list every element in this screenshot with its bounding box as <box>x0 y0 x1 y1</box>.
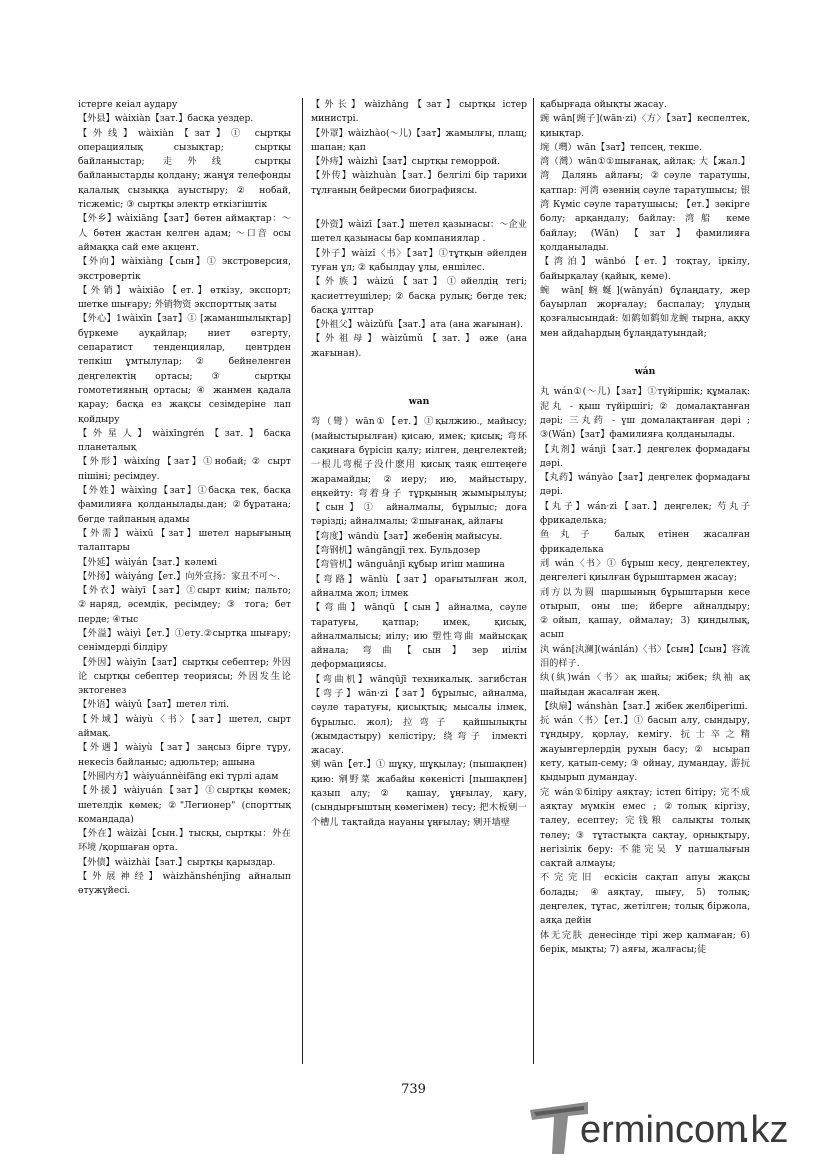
page-number: 739 <box>401 1082 426 1097</box>
dictionary-entry: 刓方以为圆 шаршының бұрыштарын кесе отырып, оны ше; йберге айналдыру; ②ойып, қашау, оймалау; 3) қиндылық, асып <box>540 586 750 641</box>
dictionary-entry: 【纨扇】wánshàn【зат.】жібек желбірегіші. <box>540 700 748 712</box>
dictionary-entry: 【外衣】wàiyī【зат】①сырт киім; пальто; ②наряд, әсемдік, ресімдеу; ③ тога; бет перде; ④тыс <box>78 585 291 625</box>
section-heading: wan <box>408 396 430 408</box>
dictionary-entry: 纨(紈)wán〈书〉ақ шайы; жібек; 纨袖 ақ шайыдан жасалған жең. <box>540 672 750 698</box>
dictionary-entry: 【外祖父】wàizǔfù【зат.】ата (ана жағынан). <box>311 319 523 331</box>
dictionary-entry: 【外星人】wàixīngrén【зат.】басқа планеталық <box>78 427 291 454</box>
dictionary-entry: 【外线】wàixiàn【зат】① сыртқы операциялық сызықтар; сыртқы байланыстар; 走外线 сыртқы байланыстарды қолдану; жанұя телефонды қалалық сызыққа ауыстыру; ② нобай, тісжеміс; ③ сыртқы электр өткізгіштік <box>78 127 291 211</box>
dictionary-column-1 <box>78 98 291 899</box>
dictionary-entry: 不完完旧 ескісін сақтап апуы жақсы болады; ④аяқтау, шығу, 5) толық; деңгелек, тұтас, жетілген; толық біржола, аяқа дейін <box>540 872 750 927</box>
dictionary-entry: 【外传】wàizhuàn【зат.】белгілі бір тарихи тұлғаның бейресми биографиясы. <box>311 170 527 196</box>
dictionary-entry: 【外展神经】wàizhǎnshénjīng айналып өтужүйесі. <box>78 871 291 897</box>
dictionary-entry: 【外县】wàixiàn【зат.】басқа уездер. <box>78 113 254 125</box>
dictionary-entry: 【丸药】wányào【зат】деңгелек формадағы дәрі. <box>540 472 750 498</box>
dictionary-entry: 【外姓】wàixìng【зат】①басқа тек, басқа фамилияға қолданылады.дан; ②бұратана; бөгде тайпаның адамы <box>78 485 291 525</box>
dictionary-entry: 丸 wán①(～儿)【зат】①түйіршік; құмалақ: 泥丸 - қыш түйіршігі; ② домалақтанған дәрі; 三丸药 - үш домалақтанған дәрі ; ③(Wán)【зат】фамилияға қолданылады. <box>540 386 750 441</box>
dictionary-column-3 <box>540 98 750 957</box>
dictionary-entry: 【外资】wàizī【зат.】шетел қазынасы：～企业 шетел қазынасы бар компаниялар . <box>311 219 527 245</box>
dictionary-entry: 【外罩】wàizhào(～儿)【зат】жамылғы, плащ; шапан; қап <box>311 127 527 153</box>
dictionary-entry: 鱼丸子 балық етінен жасалған фрикаделька <box>540 529 750 555</box>
column-divider <box>302 98 303 1064</box>
dictionary-entry: 【外因】wàiyīn【зат】сыртқы себептер; 外因论 сыртқы себептер теориясы; 外因发生论 эктогенез <box>78 656 291 697</box>
dictionary-entry: 剜 wān【ет.】① шұқу, шұқылау; (пышақпен) қию: 剜野菜 жабайы көкеністі [пышақпен] қазып алу; ② қашау, ұңғылау, қағу, (сындырғыштың көмегімен) тесу; 把木板剜一个槽儿 тақтайда науаны ұңғылау; 剜开墙壁 <box>311 759 527 828</box>
dictionary-entry: 【外延】wàiyán【зат.】кәлемі <box>78 556 218 568</box>
dictionary-entry: 弯（彎）wān①【ет.】①қылжию., майысу; (майыстырылған) қисаю, имек; қисық; 弯环 сақинаға бүрісіп қалу; иілген, деңгелектей; 一根儿弯棍子没什麽用 қисық таяқ ештеңеге жарамайды; ②иеру; ию, майыстыру, еңкейту: 弯着身子 тұрқының жымырылуы; 【сын】① айналмалы, бұрылыс; доға тәрізді; айналмалы; ②шығанақ, айлағы <box>311 416 527 528</box>
logo-text-main: ermincom <box>580 1109 747 1151</box>
dictionary-entry: 【弯度】wāndù【зат】жебенің майысуы. <box>311 530 503 542</box>
dictionary-entry: істерге кеіал аудару <box>78 99 178 110</box>
dictionary-entry: 【外需】wàixū【зат】шетел нарығының талаптары <box>78 527 291 554</box>
dictionary-entry: 【湾泊】wānbó【ет.】тоқтау, іркілу, байырқалау (қайық, кеме). <box>540 256 750 282</box>
dictionary-entry: 【外销】wàixiāo【ет.】өткізу, экспорт; шетке шығару; 外销物资 экспорттық заты <box>78 284 291 311</box>
dictionary-entry: 【丸子】wán·zi【зат.】деңгелек; 芍丸子 фрикаделька; <box>540 500 750 527</box>
dictionary-entry: 抏 wán〈书〉【ет.】① басып алу, сындыру, тұндыру, қорлау, кемігу. 抏士卒之精 жауынгерлердің рухын басу; ② ысырап кету, қатып-сему; ③ ойнау, думандау, 游抏 қыдырып думандау. <box>540 715 750 784</box>
dictionary-entry: 【外向】wàixiàng【сын】① экстроверсия, экстровертік <box>78 256 291 282</box>
dictionary-entry: 【外域】wàiyù〈书〉【зат】шетел, сырт аймақ. <box>78 713 291 740</box>
dictionary-entry: 【弯曲】wānqū【сын】айналма, сәуле таратуғы, қатпар; имек, қисық, айналмалысы; иілу; ию 塑性弯曲 майысқақ айнала; 弯曲【сын】зер иілім деформациясы. <box>311 602 527 671</box>
dictionary-entry: 汍 wán[汍澜](wánlán)〈书〉【сын】【сын】容流泪的样子. <box>540 643 750 669</box>
dictionary-entry: 【外在】wàizài【сын.】тысқы, сыртқы：外在环境 /қоршаған орта. <box>78 828 291 854</box>
dictionary-entry: 【外债】wàizhài【зат.】сыртқы қарыздар. <box>78 856 276 868</box>
dictionary-entry: 【外语】wàiyǔ【зат】шетел тілі. <box>78 699 230 711</box>
dictionary-entry: 【外圆内方】wàiyuánnèifāng екі түрлі адам <box>78 770 279 782</box>
dictionary-entry: 【丸剂】wánjì【зат.】деңгелек формадағы дәрі. <box>540 443 750 469</box>
section-heading: wán <box>634 366 656 378</box>
termincom-watermark-logo <box>528 1096 813 1158</box>
dictionary-entry: 【外长】wàizhǎng【зат】сыртқы істер министрі. <box>311 99 527 125</box>
dictionary-entry: 【外心】1wàixīn【зат】① [жаманшылықтар] бүркеме ауқайлар; ниет өзгерту, сепаратист тенденциялар, центрден тепкіш ұмтылулар; ② бейнеленген деңгелектің ортасы; ③ сыртқы гомотетияның ортасы; ④ жанмен қадала қарау; басқа ез жақсы сезімдеріне лап қойдыру <box>78 313 291 425</box>
dictionary-entry: 【弯管机】wānguǎnjī құбыр игіш машина <box>311 559 505 571</box>
dictionary-entry: 蜿 wān[蜿蜒](wānyán) бұлаңдату, жер бауырлап жорғалау; баспалау; ұлудың қозғалысындай: 如鹤如鹤如龙蜿 тырна, аққу мен айдаһардың бұлаңдатуындай; <box>540 284 750 339</box>
dictionary-entry: 【外扬】wàiyáng【ет.】向外宣扬：家丑不可～. <box>78 570 281 582</box>
dictionary-entry: 【外族】wàizú【зат】①әйелдің тегі; қасиеттеушілер; ② басқа рулық; бөгде тек; басқа ұлттар <box>311 276 527 316</box>
dictionary-entry: 埦（壪）wān【зат】тепсең, текше. <box>540 141 703 153</box>
dictionary-entry: 湾（灣）wān①①шығанақ, айлақ: 大【жал.】湾 Далянь айлағы; ②сәуле таратушы, қатпар: 河湾 өзеннің сәуле таратушысы; 银湾 Күміс сәуле таратушысы; 【ет.】зәкірге болу; арқандалу; байлау: 湾船 кеме байлау; (Wān)【зат】фамилияға қолданылады. <box>540 156 750 253</box>
dictionary-entry: 体无完肤 денесінде тірі жер қалмаған; 6) берік, мықты; 7) аяғы, жалғасы;徒 <box>540 929 750 955</box>
dictionary-column-2 <box>311 98 527 830</box>
dictionary-entry: 【外溢】wàiyì【ет.】①ету.②сыртқа шығару; сенімдерді білдіру <box>78 627 291 654</box>
dictionary-entry: 【外祖母】wàizǔmǔ【зат.】әже (ана жағынан). <box>311 333 527 359</box>
dictionary-entry: 【弯曲机】wānqūjī техникалық. загибстан 【弯子】wān·zi【зат】бұрылыс, айналма, сәуле таратуғы, қисықтық; мысалы ілмек, бұрылыс. жол); 拉弯子 қайшылықты (жымдастыру) келістіру; 绕弯子 ілмекті жасау. <box>311 673 527 757</box>
dictionary-entry: 【外形】wàixíng【зат】①нобай; ② сырт пішіні; ресімдеу. <box>78 456 291 482</box>
dictionary-entry: 豌 wān[豌子](wān·zi)〈方〉【зат】кеспелтек, қиықтар. <box>540 113 750 139</box>
dictionary-entry: 完 wán①біліру аяқтау; істеп бітіру; 完不成 аяқтау мүмкін емес ; ②толық кіргізу, талеу, есептеу; 完钱粮 салықты толық төлеу; ③ тұтастықта сақтау, орнықтыру, негізілік беру: 不能完吴 У патшалығын сақтай алмауы; <box>540 786 750 870</box>
column-divider <box>533 98 534 1064</box>
dictionary-entry: 【外乡】wàixiāng【зат】бөтен аймақтар：～人 бөтен жастан келген адам; ～口音 осы аймаққа сай еме акцент. <box>78 213 291 253</box>
dictionary-entry: 【外援】wàiyuán【зат】①сыртқы көмек; шетелдік көмек; ②"Легионер" (спорттық командада) <box>78 785 291 825</box>
dictionary-entry: 【弯路】wānlù【зат】орағытылған жол, айналма жол; ілмек <box>311 573 527 599</box>
logo-text-domain: .kz <box>740 1109 789 1151</box>
dictionary-entry: 【弯钢机】wāngāngjī тех. Бульдозер <box>311 545 481 557</box>
dictionary-entry: 【外子】wàizǐ〈书〉【зат】①тұтқын әйелден туған ұл; ② қабылдау ұлы, еншілес. <box>311 247 527 273</box>
dictionary-entry: 刓 wán〈书〉① бұрыш кесу, деңгелектеу, деңгелегі қиылған бұрыштармен жасау; <box>540 557 750 584</box>
dictionary-entry: қабырғада ойықты жасау. <box>540 99 667 110</box>
dictionary-entry: 【外遇】wàiyù【зат】заңсыз бірге тұру, некесіз байланыс; адюльтер; ашына <box>78 742 291 768</box>
dictionary-entry: 【外痔】wàizhì【зат】сыртқы геморрой. <box>311 156 501 168</box>
